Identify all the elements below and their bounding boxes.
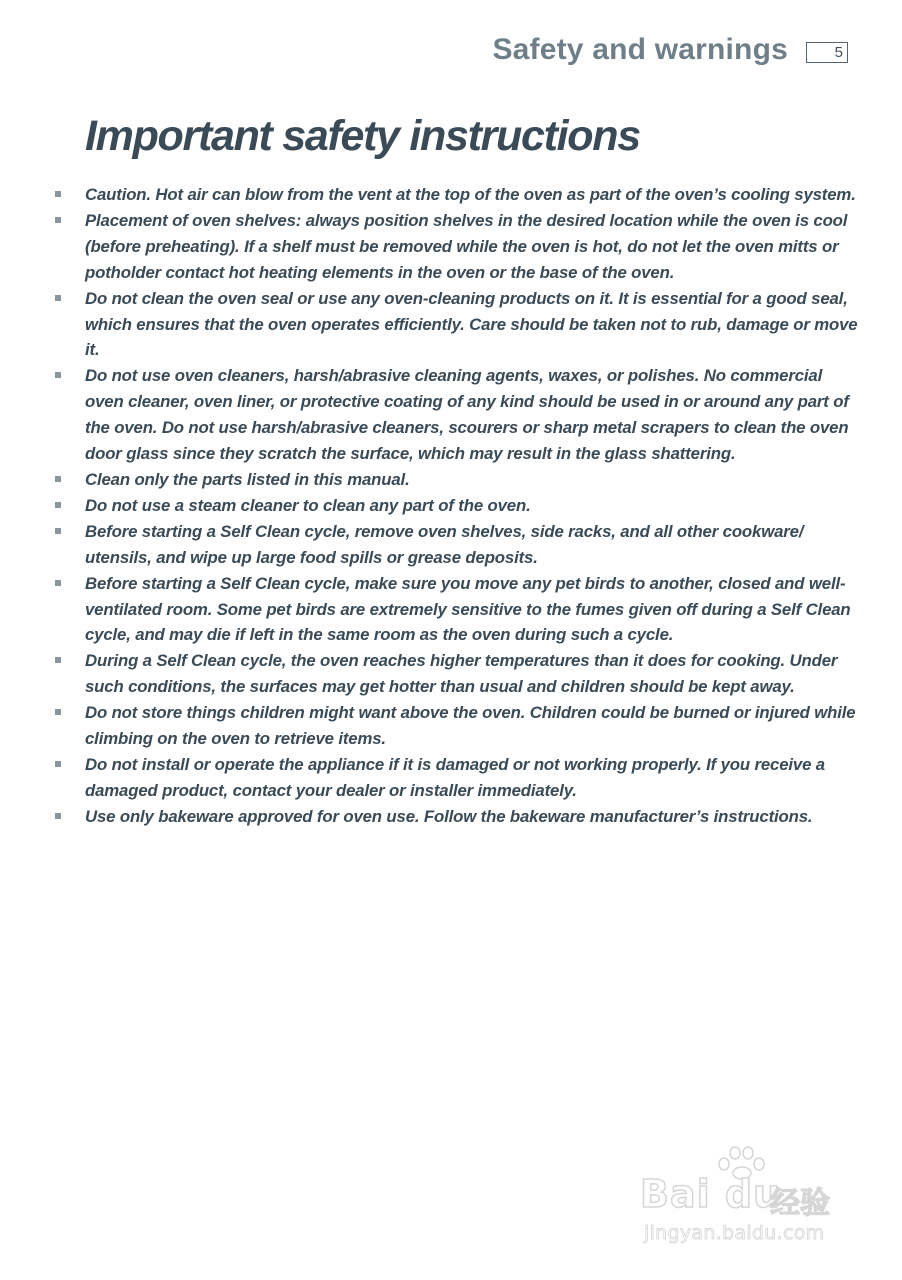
bullet-icon — [55, 761, 61, 767]
watermark-logo-text: Bai du — [640, 1172, 782, 1216]
list-item — [85, 804, 860, 830]
list-item-text: Do not use a steam cleaner to clean any part of the oven. — [85, 495, 531, 515]
list-item — [85, 182, 860, 208]
list-item — [85, 519, 860, 571]
list-item-text: Do not install or operate the appliance if it is damaged or not working properly. If you receive a damaged product, contact your dealer or installer immediately. — [85, 754, 825, 800]
list-item — [85, 648, 860, 700]
bullet-icon — [55, 217, 61, 223]
list-item-text: During a Self Clean cycle, the oven reaches higher temperatures than it does for cooking. Under such conditions, the surfaces may get hotter than usual and children should be kept away. — [85, 651, 838, 697]
bullet-icon — [55, 657, 61, 663]
bullet-icon — [55, 191, 61, 197]
list-item-text: Before starting a Self Clean cycle, remove oven shelves, side racks, and all other cookware/ utensils, and wipe up large food spills or grease deposits. — [85, 521, 804, 567]
bullet-icon — [55, 476, 61, 482]
list-item — [85, 752, 860, 804]
list-item — [85, 467, 860, 493]
list-item — [85, 571, 860, 649]
baidu-watermark — [640, 1144, 850, 1244]
bullet-icon — [55, 580, 61, 586]
bullet-icon — [55, 295, 61, 301]
list-item-text: Placement of oven shelves: always position shelves in the desired location while the oven is cool (before preheating). If a shelf must be removed while the oven is hot, do not let the oven mitts or potholder contact hot heating elements in the oven or the base of the oven. — [85, 210, 848, 282]
list-item — [85, 700, 860, 752]
list-item-text: Caution. Hot air can blow from the vent at the top of the oven as part of the oven’s cooling system. — [85, 185, 856, 204]
list-item — [85, 363, 860, 467]
bullet-icon — [55, 528, 61, 534]
watermark-chinese-text: 经验 — [770, 1186, 830, 1221]
list-item-text: Do not store things children might want above the oven. Children could be burned or injured while climbing on the oven to retrieve items. — [85, 703, 856, 749]
list-item-text: Do not clean the oven seal or use any oven-cleaning products on it. It is essential for a good seal, which ensures that the oven operates efficiently. Care should be taken not to rub, damage or move it. — [85, 288, 858, 360]
bullet-icon — [55, 813, 61, 819]
bullet-icon — [55, 502, 61, 508]
section-title: Safety and warnings — [492, 33, 788, 66]
page-number: 5 — [806, 42, 848, 63]
watermark-url: jingyan.baidu.com — [644, 1222, 825, 1244]
list-item-text: Clean only the parts listed in this manual. — [85, 469, 410, 489]
list-item-text: Use only bakeware approved for oven use. Follow the bakeware manufacturer’s instructions. — [85, 806, 813, 826]
list-item-text: Before starting a Self Clean cycle, make sure you move any pet birds to another, closed and well-ventilated room. Some pet birds are extremely sensitive to the fumes given off during a Self Clean cycle, and may die if left in the same room as the oven during such a cycle. — [85, 573, 851, 645]
safety-instructions-list — [0, 182, 902, 830]
bullet-icon — [55, 709, 61, 715]
list-item — [85, 286, 860, 364]
list-item — [85, 493, 860, 519]
list-item-text: Do not use oven cleaners, harsh/abrasive cleaning agents, waxes, or polishes. No commercial oven cleaner, oven liner, or protective coating of any kind should be used in or around any part of the oven. Do not use harsh/abrasive cleaners, scourers or sharp metal scrapers to clean the oven door glass since they scratch the surface, which may result in the glass shattering. — [85, 366, 849, 464]
page-title: Important safety instructions — [85, 112, 640, 160]
list-item — [85, 208, 860, 286]
page-header — [492, 30, 848, 70]
bullet-icon — [55, 372, 61, 378]
